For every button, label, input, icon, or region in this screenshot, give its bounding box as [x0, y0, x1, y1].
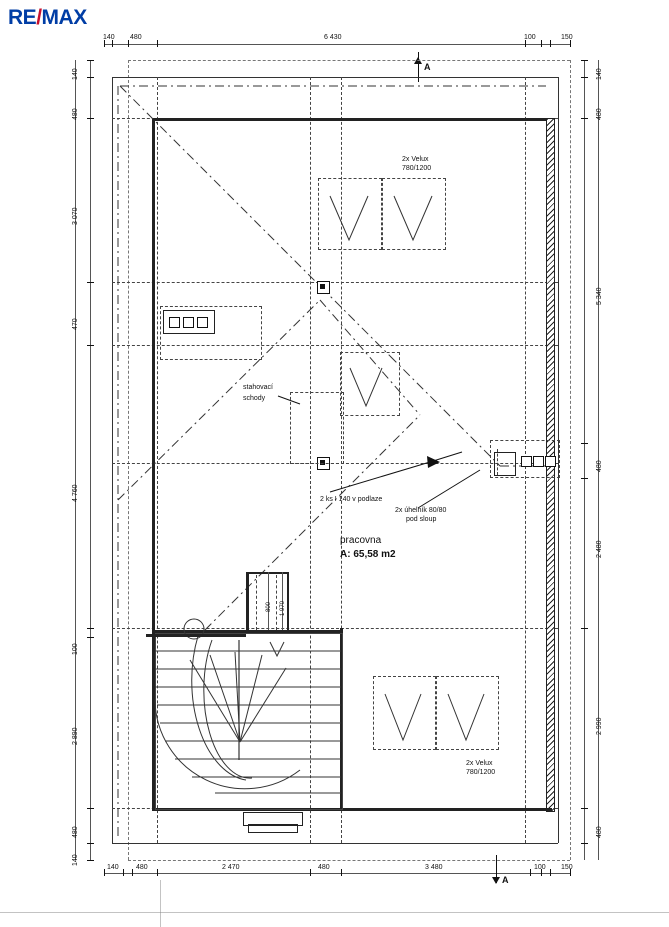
dim-left-3070: 3 070	[72, 207, 79, 225]
velux-top-label-1: 2x Velux	[402, 156, 429, 163]
section-label-bottom: A	[502, 875, 509, 885]
velux-top-label-2: 780/1200	[402, 165, 432, 172]
room-area-label: A: 65,58 m2	[340, 549, 396, 560]
dim-bot-480b: 480	[318, 864, 330, 871]
dim-right-480b: 480	[596, 460, 603, 472]
dim-int-1970: 1 970	[280, 600, 286, 616]
dim-top-140: 140	[103, 34, 115, 41]
dim-int-800: 800	[266, 601, 272, 612]
velux-bottom-label-1: 2x Velux	[466, 760, 493, 767]
dim-right-2480: 2 480	[596, 540, 603, 558]
logo-re: RE	[8, 6, 37, 29]
dim-left-480b: 480	[72, 826, 79, 838]
dim-right-480: 480	[596, 108, 603, 120]
dim-left-140b: 140	[72, 854, 79, 866]
dim-left-480: 480	[72, 108, 79, 120]
podesta-label: 2 ks I 140 v podlaze	[320, 496, 383, 503]
sheet-guide-vert	[160, 880, 161, 927]
stair-top-edge	[146, 634, 246, 637]
logo-max: MAX	[41, 6, 87, 29]
bottom-landing-step	[248, 824, 298, 833]
uhelnik-label-1: 2x úhelník 80/80	[395, 507, 447, 514]
dim-left-100: 100	[72, 643, 79, 655]
sheet-guide-bottom	[0, 912, 669, 913]
dim-left-4760: 4 760	[72, 484, 79, 502]
dim-left-140: 140	[72, 68, 79, 80]
dim-bot-140: 140	[107, 864, 119, 871]
dim-bot-2470: 2 470	[222, 864, 240, 871]
dim-top-150: 150	[561, 34, 573, 41]
dim-right-140: 140	[596, 68, 603, 80]
dim-right-2990: 2 990	[596, 717, 603, 735]
dim-top-6430: 6 430	[324, 34, 342, 41]
logo-slash: /	[36, 6, 42, 29]
uhelnik-label-2: pod sloup	[406, 516, 437, 523]
dim-top-480: 480	[130, 34, 142, 41]
dim-bot-150: 150	[561, 864, 573, 871]
velux-bottom-label-2: 780/1200	[466, 769, 496, 776]
room-name-label: pracovna	[340, 535, 382, 546]
stahovaci-label-1: stahovací	[243, 384, 273, 391]
dim-bot-3480: 3 480	[425, 864, 443, 871]
dim-right-480c: 480	[596, 826, 603, 838]
dim-left-2890: 2 890	[72, 727, 79, 745]
dim-right-5340: 5 340	[596, 287, 603, 305]
dim-left-470: 470	[72, 318, 79, 330]
dim-bot-480: 480	[136, 864, 148, 871]
dim-top-100: 100	[524, 34, 536, 41]
stahovaci-label-2: schody	[243, 395, 266, 402]
section-label-top: A	[424, 62, 431, 72]
dim-bot-100: 100	[534, 864, 546, 871]
